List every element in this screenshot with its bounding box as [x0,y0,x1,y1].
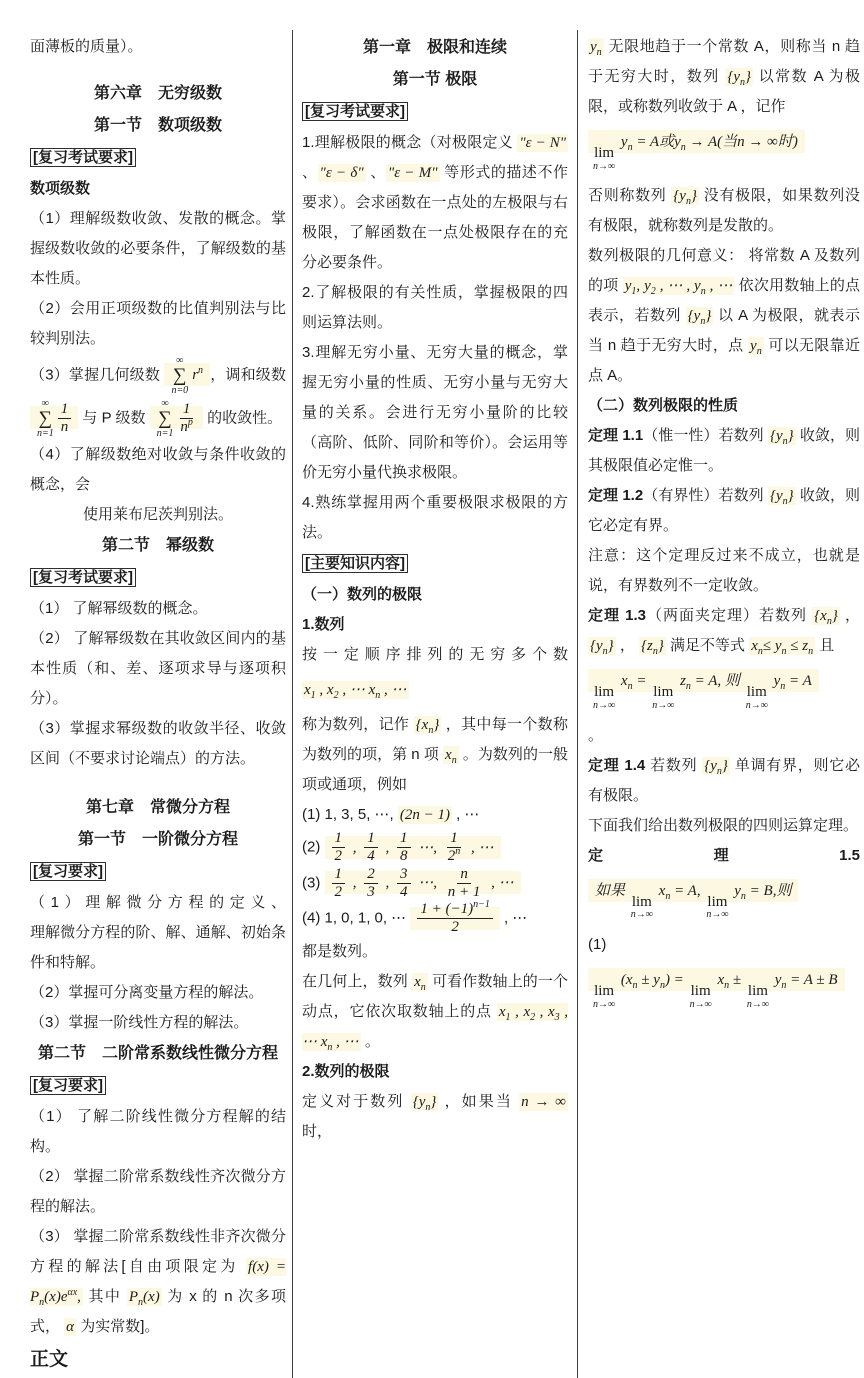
text-run: ，如果当 [438,1092,520,1110]
text-run: (3) [302,874,325,892]
paragraph [302,830,568,866]
paragraph [302,866,568,902]
text-run: 与 P 级数 [78,409,150,427]
fraction-denominator: 2$^n$ [447,846,461,865]
fraction [175,401,198,437]
math-formula: $r^n$ [192,365,204,384]
text-run: 以 A 为极限，就表示当 n 趋于无穷大时，点 [588,307,860,355]
section-label [30,856,286,888]
fraction [330,830,348,866]
paragraph: （1）理解微分方程的定义、 [30,894,286,911]
subheading: （一）数列的极限 [302,586,423,603]
math-formula-group [30,398,78,439]
lim-subscript: n→∞ [593,160,616,172]
summation-lower-limit: n=1 [156,428,174,439]
paragraph [30,354,286,440]
math-formula-group [410,899,499,936]
math-formula-group [150,398,203,439]
fraction [415,901,494,937]
fraction-numerator: 1 [180,401,194,419]
math-formula: $\{x_n\}$ [814,608,838,628]
math-formula: $\{y_n\}$ [673,188,697,208]
text-run: , ⋯ [452,806,480,823]
text-run: 可以无限靠近点 A。 [588,337,860,385]
subheading: 数项级数 [30,180,91,197]
fraction-denominator: 4 [367,848,375,865]
heading: 第一节 极限 [392,71,478,88]
math-formula: $x_n$ [445,747,457,766]
paragraph: （1）理解级数收敛、发散的概念。掌握级数收敛的必要条件，了解级数的基本性质。 [30,210,286,287]
fraction-numerator: 2 [364,866,378,884]
summation [155,397,176,440]
lim-word: lim [653,684,674,701]
formula-line [588,131,860,172]
text-run: （有界性）若数列 [643,487,768,505]
math-formula: $\{y_n\}$ [727,69,752,88]
section-label [302,96,568,128]
text-run: 1.理解极限的概念（对极限定义 [302,134,518,151]
heading: 第一节 一阶微分方程 [77,831,238,848]
lim-subscript: n→∞ [593,998,616,1010]
section-label [30,142,286,174]
fraction [330,866,348,902]
math-formula: , [381,839,393,856]
math-formula: , [381,875,393,892]
math-formula-group [164,355,210,396]
math-formula: $y_n = B$,则 [730,882,792,902]
section-label-text: [复习要求] [30,1076,106,1095]
math-formula: , ⋯ [467,839,494,856]
math-formula: "ε − N" [519,135,567,151]
summation-lower-limit: n=1 [37,428,54,439]
summation-upper-limit: ∞ [161,398,169,409]
limit-operator [652,685,674,711]
limit-operator [706,895,728,921]
section-label-text: [复习考试要求] [302,102,408,121]
heading: 第七章 常微分方程 [85,799,230,816]
fraction-denominator: n [60,419,69,435]
fraction-denominator: 2 [334,883,342,900]
paragraph: 定 理 1.5 [588,846,860,864]
paragraph [302,800,568,830]
column-right [578,30,864,1378]
text-run: ， [839,607,860,625]
text-run: 满足不等式 [665,637,750,655]
paragraph: 注意：这个定理反过来不成立，也就是说，有界数列不一定收敛。 [588,547,860,595]
text-run: 为实常数]。 [76,1318,160,1335]
lim-word: lim [594,145,615,161]
paragraph [30,1222,286,1342]
paragraph [588,181,860,241]
text-run: 、 [302,164,318,181]
column-middle [293,30,578,1378]
text-run: 若数列 [645,756,703,774]
subheading: （二）数列极限的性质 [588,397,739,415]
lim-subscript: n→∞ [652,700,675,711]
paragraph [302,710,568,800]
paragraph: 按一定顺序排列的无穷多个数 [302,646,568,663]
lim-subscript: n→∞ [630,909,653,921]
section-label-text: [复习考试要求] [30,148,136,167]
paragraph [588,481,860,541]
math-formula: "ε − M" [387,165,438,181]
math-formula: $y_n$ [750,338,762,358]
fraction-numerator: $1 + (-1)^{n-1}$ [417,901,492,919]
paragraph: （2） 了解幂级数在其收敛区间内的基本性质（和、差、逐项求导与逐项积分）。 [30,630,286,707]
math-formula: $\{z_n\}$ [641,638,664,658]
math-formula: $x_n = A$, [654,882,705,902]
paragraph: 2.了解极限的有关性质，掌握极限的四则运算法则。 [302,284,568,331]
math-formula: $\{y_n\}$ [704,757,728,777]
bold-text-run: 定理 1.4 [588,756,646,774]
fraction-numerator: n [457,866,471,884]
lim-subscript: n→∞ [745,700,768,711]
paragraph: 理解微分方程的阶、解、通解、初始条件和特解。 [30,924,286,971]
math-formula: $z_n = A$, 则 [676,673,744,693]
math-formula: (2n − 1) [399,807,450,823]
lim-subscript: n→∞ [746,998,769,1010]
lim-word: lim [746,684,767,701]
text-run: 其中 [82,1288,127,1305]
text-run: （3）掌握几何级数 [30,366,165,384]
math-formula: $y_n$ [590,39,602,58]
text-run: 无限地趋于一个常数 A，则称当 n 趋于无穷大时，数列 [588,38,860,85]
section-label [30,562,286,594]
lim-word: lim [594,684,615,701]
fraction-numerator: 1 [364,830,378,848]
body-marker: 正文 [30,1349,69,1370]
section-label-text: [复习考试要求] [30,568,136,587]
paragraph: 都是数列。 [302,942,378,960]
bold-text-run: 定理 1.3 [588,607,647,625]
math-formula: , [349,839,361,856]
paragraph: 4.熟练掌握用两个重要极限求极限的方法。 [302,494,568,541]
lim-word: lim [594,982,615,999]
summation [35,397,56,440]
math-formula: $x_n$ [414,973,426,993]
math-formula: "ε − δ" [319,165,364,181]
text-run: 以常数 A 为极限，或称数列收敛于 A ，记作 [588,68,861,115]
heading: 第二节 二阶常系数线性微分方程 [37,1045,278,1062]
lim-word: lim [631,893,652,910]
math-formula: $y_n = A$ [769,673,812,693]
math-formula: $x_n\le y_n \le z_n$ [751,638,814,658]
text-run: （惟一性）若数列 [643,427,768,445]
limit-operator [593,685,615,711]
text-run: 。为数列的一般项或通项，例如 [302,746,568,793]
math-formula: $\{x_n\}$ [415,717,440,736]
text-run: （3） 掌握二阶常系数线性非齐次微分方程的解法[自由项限定为 [30,1228,286,1275]
text-run: 收敛，则其极限值必定惟一。 [588,427,861,475]
fraction [443,866,486,902]
fraction-denominator: 2 [334,848,342,865]
vertical-gap [30,774,286,792]
vertical-gap [30,62,286,78]
math-formula: α [66,1319,75,1335]
math-formula: , [349,875,361,892]
lim-subscript: n→∞ [706,909,729,921]
fraction [56,401,74,437]
paragraph [588,32,860,122]
fraction-denominator: $n^p$ [180,417,193,435]
math-formula: $\{y_n\}$ [412,1093,437,1113]
text-run: 为 x 的 n 次多项式， [30,1288,286,1335]
math-formula-group [588,968,845,1010]
text-run: 在几何上，数列 [302,972,413,990]
math-formula: $y_n = A$或$y_n \to A$(当n → ∞时) [617,134,798,153]
fraction-numerator: 1 [332,866,346,884]
text-run: 的收敛性。 [202,409,283,427]
math-formula: $x_1$ , $x_2$ , $x_3$ , ⋯ $x_n$ , ⋯ [302,1003,568,1053]
fraction-numerator: 1 [447,830,461,848]
limit-operator [593,984,615,1010]
sigma-icon: ∑ [158,408,172,429]
paragraph: （1） 了解二阶线性微分方程解的结构。 [30,1108,286,1155]
paragraph: 下面我们给出数列极限的四则运算定理。 [588,816,859,834]
math-formula: $y_n = A \pm B$ [771,971,838,991]
sigma-icon: ∑ [173,365,187,386]
fraction [362,830,380,866]
math-formula: $P_n(x)$ [128,1289,160,1308]
fraction-numerator: 1 [397,830,411,848]
bold-text-run: 定理 1.1 [588,427,644,445]
bold-text-run: 定理 1.2 [588,487,644,505]
text-run: 单调有界，则它必有极限。 [588,756,860,804]
sigma-icon: ∑ [38,408,53,429]
paragraph: （2） 掌握二阶常系数线性齐次微分方程的解法。 [30,1168,286,1215]
summation [169,354,190,397]
heading: 第一节 数项级数 [93,117,222,134]
heading: 第六章 无穷级数 [93,85,222,102]
math-formula: , ⋯ [487,875,514,892]
fraction [443,830,466,866]
document-page [0,30,864,1378]
math-formula: $x_1$ , $x_2$ , ⋯ $x_n$ , ⋯ [304,682,407,701]
lim-word: lim [707,893,728,910]
paragraph: （3）掌握一阶线性方程的解法。 [30,1014,249,1031]
subheading: 1.数列 [302,616,345,633]
fraction-denominator: 3 [367,883,375,900]
text-run: (2) [302,838,325,856]
text-run: , ⋯ [499,909,528,927]
fraction [395,866,413,902]
text-run: 等形式的描述不作要求）。会求函数在一点处的左极限与右极限，了解函数在一点处极限存在的充分必要条件。 [302,164,568,271]
text-run: 时， [302,1122,333,1140]
paragraph: 面薄板的质量）。 [30,38,143,55]
paragraph: （2）会用正项级数的比值判别法与比较判别法。 [30,300,286,347]
section-label-text: [复习要求] [30,862,106,881]
math-formula: $x_n$ ± [713,971,745,991]
fraction [395,830,413,866]
formula-line [302,679,568,701]
text-run: 。 [360,1032,380,1050]
math-formula: 如果 [595,882,629,899]
text-run: 且 [815,637,835,655]
formula-line [588,880,860,921]
lim-subscript: n→∞ [689,998,712,1010]
math-formula: ⋯, [414,875,441,892]
math-formula: $\{y_n\}$ [590,638,614,658]
text-run: （两面夹定理）若数列 [646,607,813,625]
fraction [362,866,380,902]
paragraph [588,751,860,811]
paragraph [302,128,568,278]
formula-line [588,969,860,1010]
limit-operator [746,685,768,711]
subheading: 2.数列的极限 [302,1062,390,1080]
limit-operator [690,984,712,1010]
paragraph: (1) [588,935,607,953]
fraction-denominator: 4 [400,883,408,900]
fraction-numerator: 1 [332,830,346,848]
paragraph: （1） 了解幂级数的概念。 [30,600,208,617]
fraction-denominator: 8 [400,848,408,865]
section-label-text: [主要知识内容] [302,554,408,573]
math-formula: n → ∞ [521,1093,566,1110]
text-run: ，其中每一个数称为数列的项，第 n 项 [302,716,568,763]
text-run: ， [615,637,639,655]
paragraph: 使用莱布尼茨判别法。 [82,506,233,523]
limit-operator [631,895,653,921]
column-left [0,30,293,1378]
heading: 第一章 极限和连续 [362,39,507,56]
paragraph [302,901,568,937]
text-run: 否则称数列 [588,187,672,205]
paragraph [302,967,568,1057]
fraction-denominator: n + 1 [447,883,481,900]
lim-word: lim [747,982,768,999]
formula-line [588,670,860,711]
lim-subscript: n→∞ [593,700,616,711]
paragraph: （2）掌握可分离变量方程的解法。 [30,984,264,1001]
limit-operator [593,146,615,172]
limit-operator [747,984,769,1010]
math-formula: $(x_n \pm y_n)$ = [617,971,688,991]
math-formula-group [325,830,501,865]
text-run: ，调和级数 [210,366,286,384]
fraction-numerator: 3 [397,866,411,884]
section-label [30,1070,286,1102]
summation-lower-limit: n=0 [171,385,189,396]
text-run: 、 [365,164,386,181]
text-run: 没有极限，如果数列没有极限，就称数列是发散的。 [588,187,860,235]
text-run: (4) 1, 0, 1, 0, ⋯ [302,909,411,927]
fraction-denominator: 2 [451,919,459,936]
fraction-numerator: 1 [58,401,72,419]
summation-upper-limit: ∞ [176,355,184,366]
paragraph [588,241,860,391]
lim-word: lim [690,982,711,999]
text-run: 依次用数轴上的点表示，若数列 [588,277,861,325]
text-run: 称为数列，记作 [302,716,414,733]
paragraph: 3.理解无穷小量、无穷大量的概念，掌握无穷小量的性质、无穷小量与无穷大量的关系。会进行无穷小量阶的比较（高阶、低阶、同阶和等价）。会运用等价无穷小量代换求极限。 [302,344,568,481]
text-run: 可看作数轴上的一个动点，它依次取数轴上的点 [302,972,569,1020]
math-formula-group [325,865,521,900]
summation-upper-limit: ∞ [41,398,49,409]
paragraph: （4）了解级数绝对收敛与条件收敛的概念，会 [30,446,286,493]
section-label [302,548,568,580]
text-run: 收敛，则它必定有界。 [588,487,861,535]
math-formula: $f(x) = P_n(x)e^{\alpha x}$, [30,1259,287,1308]
paragraph [588,601,860,661]
heading: 第二节 幂级数 [101,537,214,554]
paragraph [302,1087,568,1147]
math-formula: $\{y_n\}$ [769,488,794,508]
math-formula: $\{y_n\}$ [687,308,712,328]
math-formula: $\{y_n\}$ [769,428,794,448]
paragraph: （3）掌握求幂级数的收敛半径、收敛区间（不要求讨论端点）的方法。 [30,720,286,767]
math-formula: $x_n$ = [617,673,651,693]
math-formula-group [588,130,805,172]
math-formula: $y_1$, $y_2$ , ⋯ , $y_n$ , ⋯ [624,278,733,298]
text-run: (1) 1, 3, 5, ⋯, [302,806,398,823]
text-run: 定义对于数列 [302,1092,411,1110]
text-run: 数列极限的几何意义： 将常数 A 及数列的项 [588,247,860,295]
paragraph [588,421,860,481]
math-formula-group [588,879,798,921]
paragraph: 。 [588,726,604,744]
math-formula: ⋯, [414,839,441,856]
math-formula-group [588,669,819,711]
document-columns [0,30,864,1378]
